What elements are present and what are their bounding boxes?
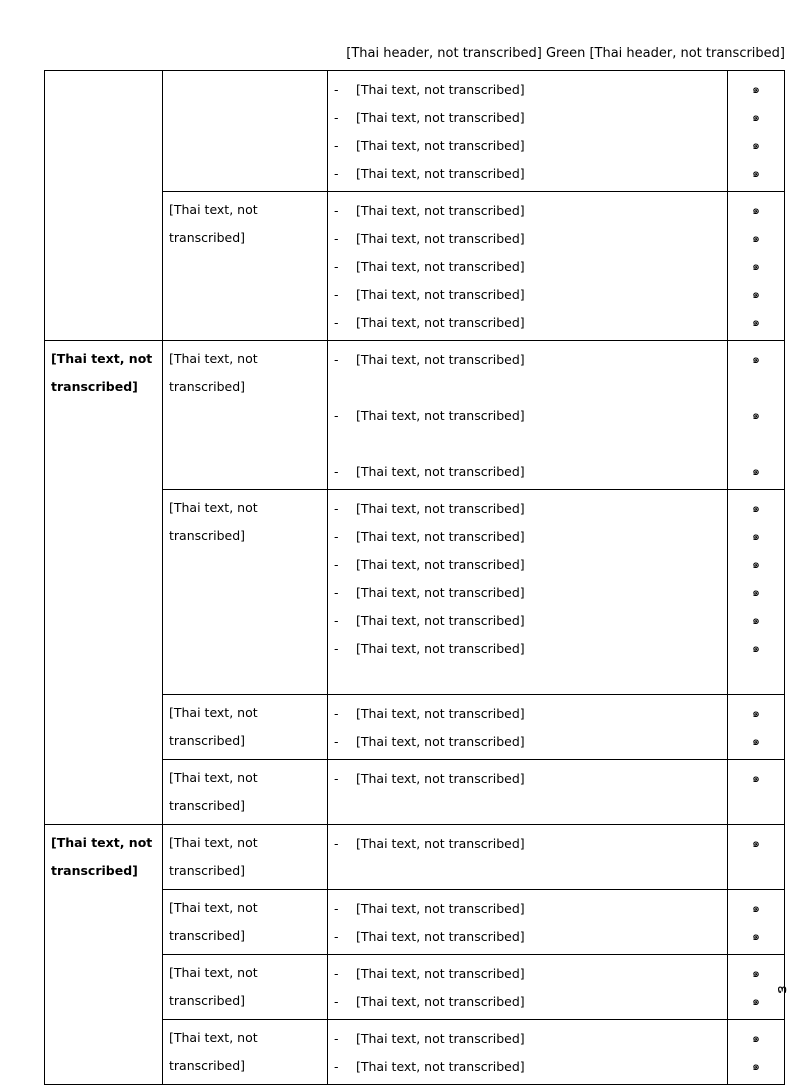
criteria-text: [Thai text, not transcribed]: [356, 109, 525, 125]
category-cell: [45, 825, 163, 1085]
criteria-cell: [328, 760, 728, 825]
score-cell: [728, 760, 785, 825]
subcategory-cell: [163, 695, 328, 760]
criteria-item: [334, 959, 721, 987]
criteria-item: [334, 829, 721, 857]
subcategory-cell: [163, 71, 328, 192]
bullet-dash: -: [334, 109, 339, 125]
score-value: ๑: [752, 351, 760, 366]
criteria-cell: [328, 490, 728, 695]
criteria-text: [Thai text, not transcribed]: [356, 640, 525, 656]
criteria-cell: [328, 192, 728, 341]
subcategory-label: [Thai text, not transcribed]: [169, 500, 258, 543]
criteria-text: [Thai text, not transcribed]: [356, 165, 525, 181]
subcategory-cell: [163, 760, 328, 825]
criteria-item: [334, 550, 721, 578]
score-value: ๑: [752, 109, 760, 124]
criteria-item: [334, 699, 721, 727]
bullet-dash: -: [334, 314, 339, 330]
criteria-item: [334, 606, 721, 634]
bullet-dash: -: [334, 1058, 339, 1074]
bullet-dash: -: [334, 258, 339, 274]
bullet-dash: -: [334, 835, 339, 851]
criteria-item: [334, 280, 721, 308]
score-value: ๑: [752, 314, 760, 329]
subcategory-label: [Thai text, not transcribed]: [169, 835, 258, 878]
score-value: ๑: [752, 584, 760, 599]
criteria-item: [334, 159, 721, 187]
criteria-item: [334, 373, 721, 401]
criteria-text: [Thai text, not transcribed]: [356, 612, 525, 628]
criteria-cell: [328, 890, 728, 955]
criteria-text: [Thai text, not transcribed]: [356, 407, 525, 423]
score-value: [734, 429, 778, 457]
bullet-dash: -: [334, 900, 339, 916]
criteria-cell: [328, 825, 728, 890]
score-cell: [728, 71, 785, 192]
category-cell: [45, 341, 163, 825]
subcategory-label: [Thai text, not transcribed]: [169, 202, 258, 245]
criteria-text: [Thai text, not transcribed]: [356, 928, 525, 944]
score-value: ๑: [752, 900, 760, 915]
criteria-item: [334, 634, 721, 662]
criteria-item: [334, 224, 721, 252]
criteria-text: [Thai text, not transcribed]: [356, 900, 525, 916]
criteria-item: [334, 894, 721, 922]
criteria-text: [Thai text, not transcribed]: [356, 528, 525, 544]
score-value: ๑: [752, 1058, 760, 1073]
subcategory-cell: [163, 825, 328, 890]
score-value: ๑: [752, 407, 760, 422]
score-value: ๑: [752, 965, 760, 980]
criteria-item: [334, 1024, 721, 1052]
score-value: ๑: [752, 286, 760, 301]
bullet-dash: -: [334, 230, 339, 246]
bullet-dash: -: [334, 407, 339, 423]
criteria-text: [Thai text, not transcribed]: [356, 314, 525, 330]
criteria-cell: [328, 71, 728, 192]
criteria-item: [334, 429, 721, 457]
score-value: ๑: [752, 928, 760, 943]
criteria-item: [334, 494, 721, 522]
standards-table: [44, 70, 785, 1085]
bullet-dash: -: [334, 165, 339, 181]
bullet-dash: -: [334, 528, 339, 544]
score-value: ๑: [752, 733, 760, 748]
subcategory-label: [Thai text, not transcribed]: [169, 351, 258, 394]
table-row: [45, 825, 785, 890]
criteria-text: [Thai text, not transcribed]: [356, 463, 525, 479]
score-value: ๑: [752, 770, 760, 785]
criteria-text: [Thai text, not transcribed]: [356, 584, 525, 600]
criteria-item: [334, 457, 721, 485]
criteria-item: [334, 103, 721, 131]
score-value: ๑: [752, 556, 760, 571]
criteria-text: [Thai text, not transcribed]: [356, 351, 525, 367]
criteria-cell: [328, 1020, 728, 1085]
subcategory-cell: [163, 1020, 328, 1085]
bullet-dash: -: [334, 351, 339, 367]
criteria-item: [334, 1052, 721, 1080]
score-value: ๑: [752, 81, 760, 96]
score-value: ๑: [752, 137, 760, 152]
table-row: [45, 71, 785, 192]
score-value: ๑: [752, 500, 760, 515]
page-number: ๓: [777, 981, 787, 997]
criteria-item: [334, 727, 721, 755]
criteria-text: [Thai text, not transcribed]: [356, 993, 525, 1009]
criteria-item: [334, 764, 721, 792]
score-value: ๑: [752, 165, 760, 180]
subcategory-label: [Thai text, not transcribed]: [169, 900, 258, 943]
criteria-cell: [328, 695, 728, 760]
bullet-dash: -: [334, 584, 339, 600]
bullet-dash: -: [334, 770, 339, 786]
page-header: [Thai header, not transcribed] Green [Thai header, not transcribed]: [346, 46, 785, 61]
criteria-text: [Thai text, not transcribed]: [356, 835, 525, 851]
criteria-text: [Thai text, not transcribed]: [356, 733, 525, 749]
bullet-dash: -: [334, 733, 339, 749]
subcategory-label: [Thai text, not transcribed]: [169, 1030, 258, 1073]
category-cell: [45, 71, 163, 341]
score-cell: [728, 490, 785, 695]
criteria-text: [Thai text, not transcribed]: [356, 1058, 525, 1074]
criteria-item: [334, 987, 721, 1015]
bullet-dash: -: [334, 81, 339, 97]
criteria-item: [334, 662, 721, 690]
bullet-dash: -: [334, 612, 339, 628]
criteria-item: [334, 252, 721, 280]
score-value: ๑: [752, 230, 760, 245]
score-value: [734, 662, 778, 690]
criteria-item: [334, 131, 721, 159]
score-cell: [728, 192, 785, 341]
bullet-dash: -: [334, 965, 339, 981]
bullet-dash: -: [334, 137, 339, 153]
criteria-text: [Thai text, not transcribed]: [356, 965, 525, 981]
score-value: ๑: [752, 258, 760, 273]
table-row: [45, 341, 785, 490]
criteria-item: [334, 345, 721, 373]
subcategory-label: [Thai text, not transcribed]: [169, 965, 258, 1008]
bullet-dash: -: [334, 202, 339, 218]
category-label: [Thai text, not transcribed]: [51, 351, 153, 394]
criteria-text: [Thai text, not transcribed]: [356, 1030, 525, 1046]
criteria-item: [334, 401, 721, 429]
score-value: ๑: [752, 1030, 760, 1045]
criteria-text: [Thai text, not transcribed]: [356, 705, 525, 721]
score-value: [734, 373, 778, 401]
bullet-dash: -: [334, 1030, 339, 1046]
subcategory-label: [Thai text, not transcribed]: [169, 770, 258, 813]
subcategory-cell: [163, 341, 328, 490]
bullet-dash: -: [334, 286, 339, 302]
score-value: ๑: [752, 463, 760, 478]
criteria-text: [Thai text, not transcribed]: [356, 500, 525, 516]
score-value: ๑: [752, 640, 760, 655]
score-cell: [728, 695, 785, 760]
criteria-cell: [328, 955, 728, 1020]
subcategory-cell: [163, 955, 328, 1020]
criteria-cell: [328, 341, 728, 490]
criteria-text: [Thai text, not transcribed]: [356, 202, 525, 218]
score-cell: [728, 825, 785, 890]
subcategory-cell: [163, 490, 328, 695]
bullet-dash: -: [334, 993, 339, 1009]
criteria-item: [334, 196, 721, 224]
score-value: ๑: [752, 202, 760, 217]
score-cell: [728, 890, 785, 955]
score-cell: [728, 1020, 785, 1085]
subcategory-cell: [163, 890, 328, 955]
subcategory-cell: [163, 192, 328, 341]
criteria-item: [334, 578, 721, 606]
subcategory-label: [Thai text, not transcribed]: [169, 705, 258, 748]
criteria-text: [Thai text, not transcribed]: [356, 258, 525, 274]
criteria-text: [Thai text, not transcribed]: [356, 230, 525, 246]
score-value: ๑: [752, 835, 760, 850]
criteria-text: [Thai text, not transcribed]: [356, 286, 525, 302]
criteria-text: [Thai text, not transcribed]: [356, 137, 525, 153]
category-label: [Thai text, not transcribed]: [51, 835, 153, 878]
bullet-dash: -: [334, 500, 339, 516]
criteria-item: [334, 308, 721, 336]
score-cell: [728, 955, 785, 1020]
bullet-dash: -: [334, 556, 339, 572]
score-cell: [728, 341, 785, 490]
bullet-dash: -: [334, 640, 339, 656]
bullet-dash: -: [334, 928, 339, 944]
bullet-dash: -: [334, 463, 339, 479]
score-value: ๑: [752, 705, 760, 720]
criteria-text: [Thai text, not transcribed]: [356, 770, 525, 786]
criteria-text: [Thai text, not transcribed]: [356, 556, 525, 572]
score-value: ๑: [752, 528, 760, 543]
criteria-text: [Thai text, not transcribed]: [356, 81, 525, 97]
criteria-item: [334, 922, 721, 950]
criteria-item: [334, 75, 721, 103]
criteria-item: [334, 522, 721, 550]
score-value: ๑: [752, 612, 760, 627]
bullet-dash: -: [334, 705, 339, 721]
score-value: ๑: [752, 993, 760, 1008]
